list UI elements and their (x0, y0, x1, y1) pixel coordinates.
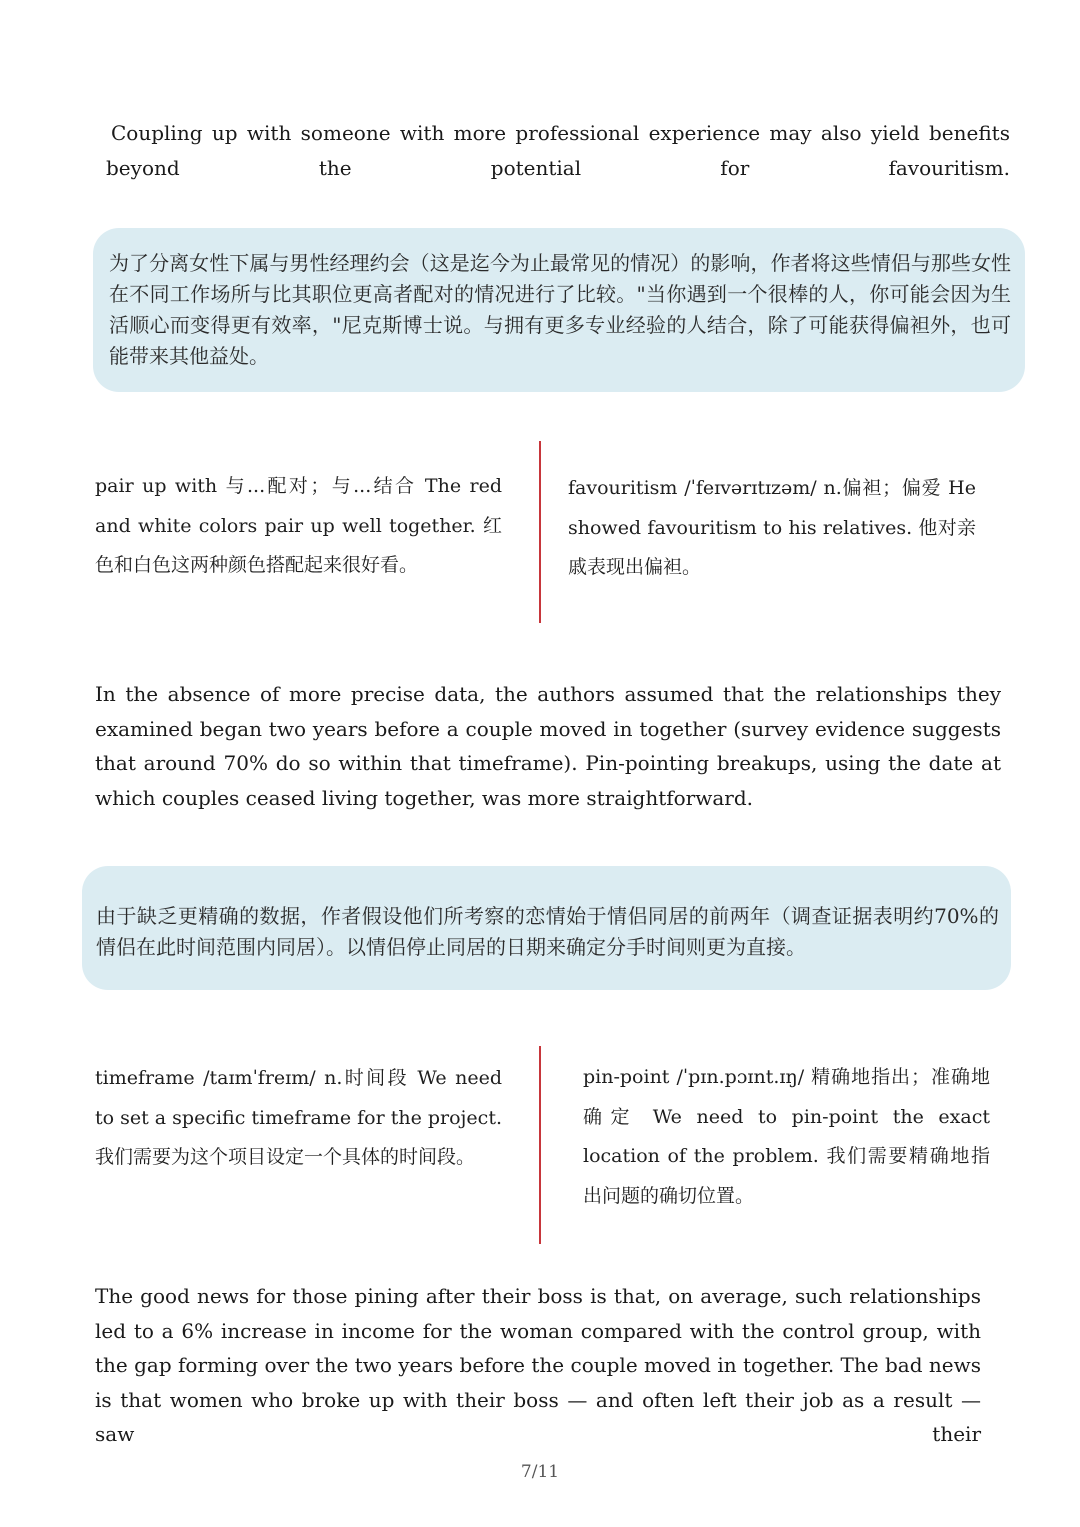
page-number: 7/11 (520, 1462, 560, 1482)
translation-box-2 (82, 866, 1011, 990)
paragraph-english-1: Coupling up with someone with more professional experience may also yield benefits beyond the potential for favouritism. (106, 121, 1010, 180)
vocab-divider-1 (539, 441, 541, 623)
vocab-pin-point: pin-point /ˈpɪn.pɔɪnt.ɪŋ/ 精确地指出；准确地确定 We need to pin-point the exact location of the problem. 我们需要精确地指出问题的确切位置。 (583, 1066, 990, 1207)
vocab-timeframe: timeframe /taɪmˈfreɪm/ n.时间段 We need to set a specific timeframe for the project. 我们需要为这个项目设定一个具体的时间段。 (95, 1067, 502, 1168)
translation-box-1 (93, 228, 1025, 392)
vocab-divider-2 (539, 1046, 541, 1244)
vocab-favouritism: favouritism /ˈfeɪvərɪtɪzəm/ n.偏袒；偏爱 He showed favouritism to his relatives. 他对亲戚表现出偏袒。 (568, 477, 976, 578)
paragraph-english-2: In the absence of more precise data, the authors assumed that the relationships they examined began two years before a couple moved in together (survey evidence suggests that around 70% do so within that timeframe). Pin-pointing breakups, using the date at which couples ceased living together, was more straightforward. (95, 682, 1001, 810)
translation-text-1: 为了分离女性下属与男性经理约会（这是迄今为止最常见的情况）的影响，作者将这些情侣与那些女性在不同工作场所与比其职位更高者配对的情况进行了比较。"当你遇到一个很棒的人，你可能会因为生活顺心而变得更有效率，"尼克斯博士说。与拥有更多专业经验的人结合，除了可能获得偏袒外，也可能带来其他益处。 (109, 251, 1011, 368)
translation-text-2: 由于缺乏更精确的数据，作者假设他们所考察的恋情始于情侣同居的前两年（调查证据表明约70%的情侣在此时间范围内同居）。以情侣停止同居的日期来确定分手时间则更为直接。 (96, 904, 999, 959)
paragraph-english-3: The good news for those pining after their boss is that, on average, such relationships led to a 6% increase in income for the woman compared with the control group, with the gap forming over the two years before the couple moved in together. The bad news is that women who broke up with their boss — and often left their job as a result — saw their (95, 1284, 981, 1446)
vocab-pair-up-with: pair up with 与...配对；与...结合 The red and white colors pair up well together. 红色和白色这两种颜色搭配起来很好看。 (95, 475, 502, 576)
